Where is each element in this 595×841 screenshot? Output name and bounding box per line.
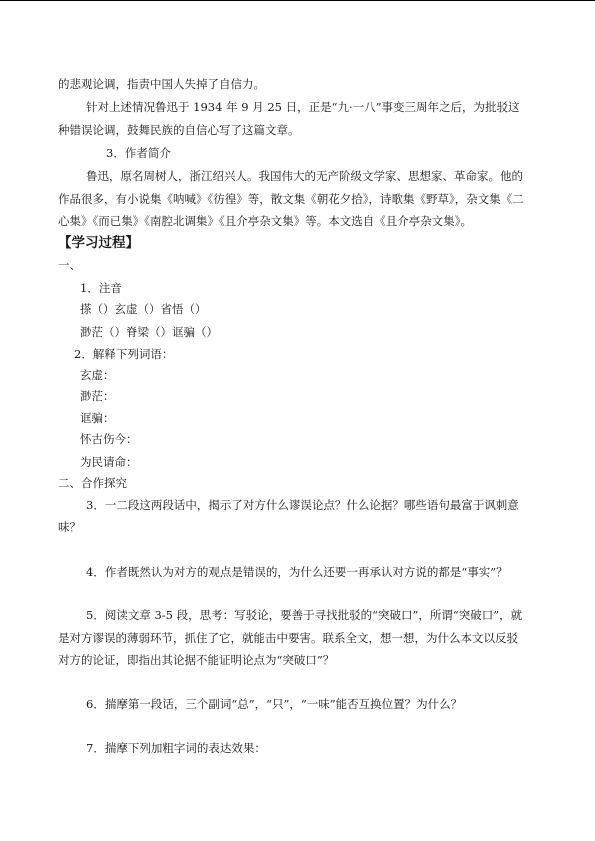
question-5-line-3: 对方的论证，即指出其论据不能证明论点为“突破口”？ bbox=[58, 653, 335, 667]
part-two-label: 二、合作探究 bbox=[58, 476, 127, 490]
word-item: 玄虚： bbox=[80, 368, 115, 382]
author-heading: 3．作者简介 bbox=[106, 146, 171, 160]
question-3-line-1: 3．一二段这两段话中，揭示了对方什么谬误论点？什么论据？哪些语句最富于讽刺意 bbox=[86, 498, 519, 512]
pinyin-heading: 1．注音 bbox=[80, 281, 122, 295]
author-line-1: 鲁迅，原名周树人，浙江绍兴人。我国伟大的无产阶级文学家、思想家、革命家。他的 bbox=[86, 169, 523, 183]
pinyin-row-2: 渺茫（）脊梁（）诓骗（） bbox=[80, 325, 218, 339]
page-top-rule bbox=[0, 0, 595, 1]
question-5-line-2: 是对方谬误的薄弱环节，抓住了它，就能击中要害。联系全文，想一想，为什么本文以反驳 bbox=[58, 631, 518, 645]
question-3-line-2: 味？ bbox=[58, 520, 81, 534]
words-heading: 2．解释下列词语： bbox=[74, 347, 174, 361]
intro-line-3: 种错误论调，鼓舞民族的自信心写了这篇文章。 bbox=[58, 123, 300, 137]
intro-line-2: 针对上述情况鲁迅于 1934 年 9 月 25 日，正是“九·一八”事变三周年之后，为批驳这 bbox=[86, 100, 520, 114]
question-4: 4．作者既然认为对方的观点是错误的，为什么还要一再承认对方说的都是“事实”？ bbox=[86, 565, 508, 579]
question-7: 7．揣摩下列加粗字词的表达效果： bbox=[86, 741, 266, 755]
question-6: 6．揣摩第一段话，三个副词“总”，“只”，“一味”能否互换位置？为什么？ bbox=[86, 697, 463, 711]
part-one-label: 一、 bbox=[58, 258, 81, 272]
word-item: 诓骗： bbox=[80, 411, 115, 425]
learning-process-title: 【学习过程】 bbox=[58, 235, 139, 251]
word-item: 为民请命： bbox=[80, 455, 138, 469]
question-5-line-1: 5．阅读文章 3-5 段，思考：写驳论，要善于寻找批驳的“突破口”，所谓“突破口”，就 bbox=[86, 608, 523, 622]
word-item: 渺茫： bbox=[80, 389, 115, 403]
author-line-3: 心集》《而已集》《南腔北调集》《且介亭杂文集》等。本文选自《且介亭杂文集》。 bbox=[58, 214, 472, 228]
author-line-2: 作品很多，有小说集《呐喊》《彷徨》等，散文集《朝花夕拾》，诗歌集《野草》，杂文集《二 bbox=[58, 192, 524, 206]
word-item: 怀古伤今： bbox=[80, 432, 138, 446]
pinyin-row-1: 搽（）玄虚（）省悟（） bbox=[80, 302, 207, 316]
intro-line-1: 的悲观论调，指责中国人失掉了自信力。 bbox=[58, 77, 265, 91]
